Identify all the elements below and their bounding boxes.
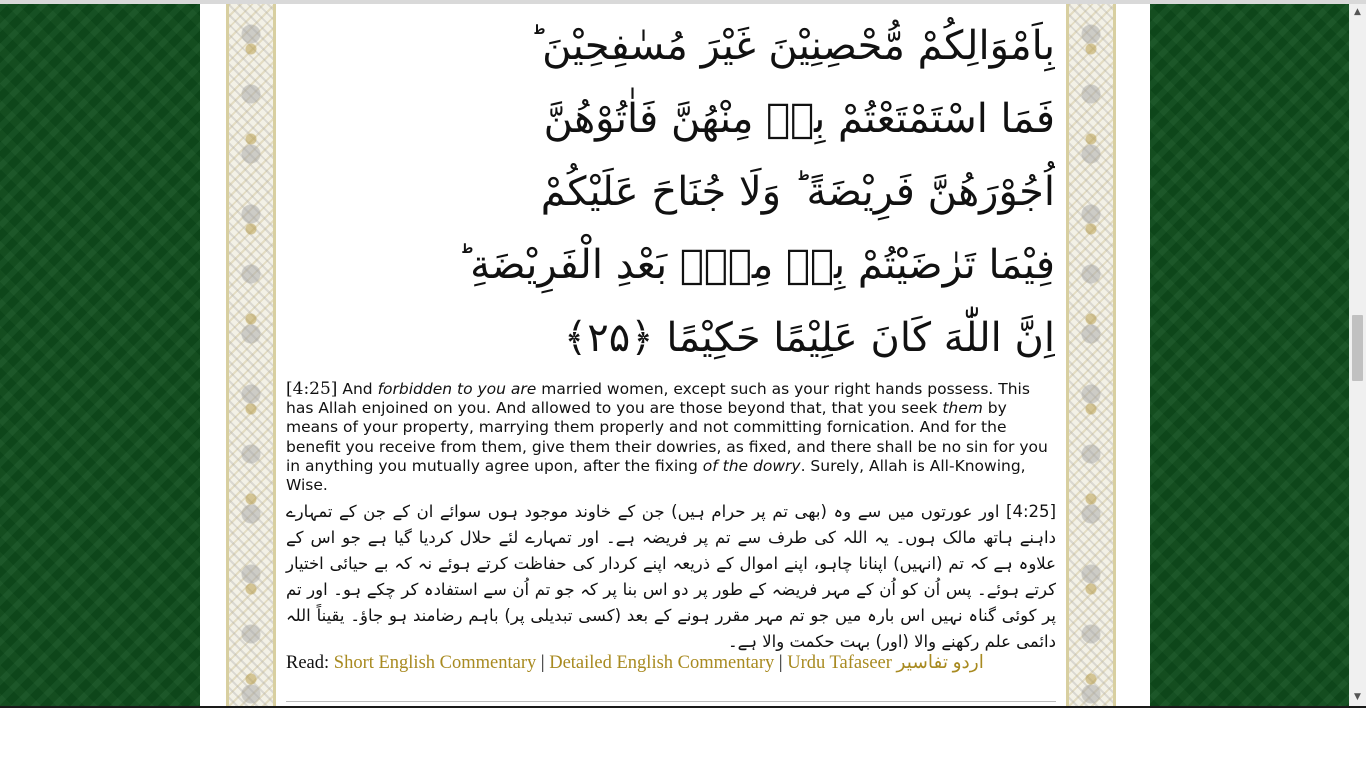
read-prefix: Read: xyxy=(286,653,334,673)
ornamental-border-left xyxy=(226,4,276,706)
arabic-line: بِاَمْوَالِكُمْ مُّحْصِنِيْنَ غَيْرَ مُسٰفِحِيْنَ ؕ xyxy=(529,23,1055,69)
short-english-commentary-link[interactable]: Short English Commentary xyxy=(333,653,537,673)
urdu-tafaseer-label: Urdu Tafaseer xyxy=(787,653,892,673)
urdu-tafaseer-urdu-label: اردو تفاسیر xyxy=(896,653,984,673)
english-translation xyxy=(286,380,1058,495)
arabic-line: اُجُوْرَهُنَّ فَرِيْضَةً ؕ وَلَا جُنَاحَ عَلَيْكُمْ xyxy=(540,169,1055,215)
arabic-line: فِيْمَا تَرٰضَيْتُمْ بِهٖ مِنْۢ بَعْدِ الْفَرِيْضَةِ ؕ xyxy=(457,242,1055,288)
translation-italic: forbidden to you are xyxy=(377,380,537,398)
ornamental-border-right xyxy=(1066,4,1116,706)
scrollbar-thumb[interactable] xyxy=(1352,315,1363,381)
read-commentary-links xyxy=(286,652,1046,674)
detailed-english-commentary-link[interactable]: Detailed English Commentary xyxy=(549,653,775,673)
translation-text: . Surely, Allah is All-Knowing, Wise. xyxy=(286,456,1026,495)
translation-text: married women, except such as your right hands possess. This has Allah enjoined on you. And allowed to you are those beyond that, that you seek xyxy=(286,380,1030,418)
translation-text: And xyxy=(337,380,378,398)
section-divider xyxy=(286,701,1056,702)
arabic-line: اِنَّ اللّٰهَ كَانَ عَلِيْمًا حَكِيْمًا ﴿۲۵﴾ xyxy=(563,315,1055,361)
translation-text: by means of your property, marrying them properly and not committing fornication. And for the benefit you receive from them, give them their dowries, as fixed, and there shall be no sin for you in anything you mutually agree upon, after the fixing xyxy=(286,399,1048,475)
arabic-line: فَمَا اسْتَمْتَعْتُمْ بِهٖ مِنْهُنَّ فَاٰتُوْهُنَّ xyxy=(543,96,1055,142)
link-separator: | xyxy=(536,653,550,673)
link-separator: | xyxy=(774,653,788,673)
page-viewport xyxy=(0,4,1349,706)
urdu-translation: [4:25] اور عورتوں میں سے وہ (بھی تم پر حرام ہیں) جن کے خاوند موجود ہوں سوائے ان کے جن کے تمہارے داہنے ہاتھ مالک ہوں۔ یہ اللہ کی طرف سے تم پر فریضہ ہے۔ اور تمہارے لئے حلال کردیا گیا ہے جو اس کے علاوہ ہے کہ تم (انہیں) اپنانا چاہو، اپنے اموال کے ذریعہ اپنے کردار کی حفاظت کرتے ہوئے نہ کہ بے حیائی اختیار کرتے ہوئے۔ پس اُن کو اُن کے مہر فریضہ کے طور پر دو اس بنا پر کہ جو تم اُن سے استفادہ کر چکے ہو۔ اور تم پر کوئی گناہ نہیں اس بارہ میں جو تم مہر مقرر ہونے کے بعد (کسی تبدیلی پر) باہم رضامند ہو جاؤ۔ یقیناً اللہ دائمی علم رکھنے والا (اور) بہت حکمت والا ہے۔ xyxy=(286,502,1056,651)
blank-bottom-area xyxy=(0,708,1366,768)
urdu-tafaseer-link[interactable] xyxy=(787,653,984,673)
vertical-scrollbar[interactable] xyxy=(1349,4,1366,706)
translation-italic: them xyxy=(942,399,983,418)
scroll-up-arrow-icon[interactable]: ▲ xyxy=(1354,7,1361,17)
scroll-down-arrow-icon[interactable]: ▼ xyxy=(1354,692,1361,702)
arabic-verse xyxy=(300,10,1055,375)
verse-reference: [4:25] xyxy=(286,379,338,399)
translation-italic: of the dowry xyxy=(702,456,801,475)
